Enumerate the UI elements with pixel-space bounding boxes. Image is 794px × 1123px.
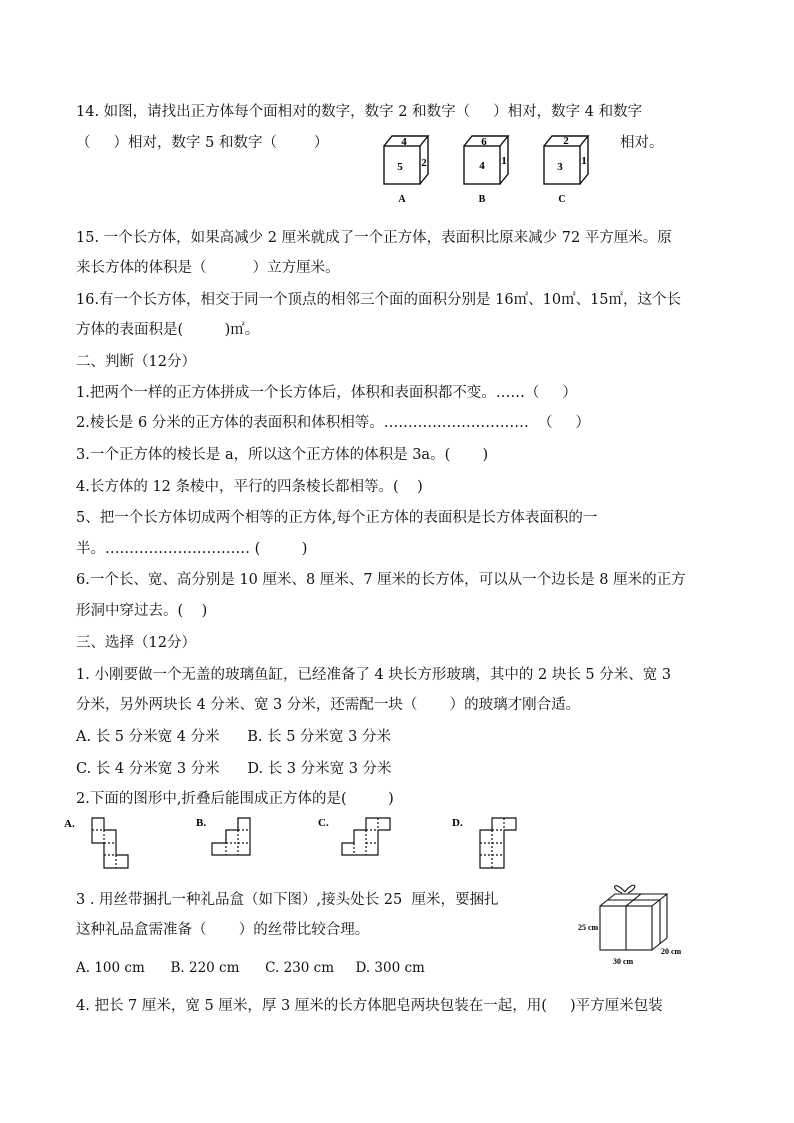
section-2-title: 二、判断（12分） xyxy=(76,354,196,370)
gift-box-depth: 20 cm xyxy=(661,947,682,956)
judge-item-6-line-2: 形洞中穿过去。( ) xyxy=(76,603,208,619)
judge-item-2: 2.棱长是 6 分米的正方体的表面积和体积相等。………………………… （ ） xyxy=(76,415,591,431)
choice-q1-line-1: 1. 小刚要做一个无盖的玻璃鱼缸，已经准备了 4 块长方形玻璃，其中的 2 块长 5 分米、宽 3 xyxy=(76,667,672,683)
choice-q4-text: 4. 把长 7 厘米，宽 5 厘米，厚 3 厘米的长方体肥皂两块包装在一起，用( )平方厘米包装 xyxy=(76,998,663,1014)
cube-a-front: 5 xyxy=(397,161,403,173)
net-a-label: A. xyxy=(64,818,75,830)
gift-box-figure xyxy=(575,878,695,970)
cube-a-label: A xyxy=(398,194,406,205)
q15-line-1: 15. 一个长方体，如果高减少 2 厘米就成了一个正方体，表面积比原来减少 72 平方厘米。原 xyxy=(76,230,672,246)
choice-q3-options: A. 100 cm B. 220 cm C. 230 cm D. 300 cm xyxy=(76,960,425,976)
judge-item-1: 1.把两个一样的正方体拼成一个长方体后，体积和表面积都不变。……（ ） xyxy=(76,385,577,401)
choice-q1-options-ab: A. 长 5 分米宽 4 分米 B. 长 5 分米宽 3 分米 xyxy=(76,729,391,745)
judge-item-6-line-1: 6.一个长、宽、高分别是 10 厘米、8 厘米、7 厘米的长方体，可以从一个边长是 8 厘米的正方 xyxy=(76,572,686,588)
gift-box-width: 30 cm xyxy=(613,957,634,966)
q14-cubes-figure xyxy=(380,128,620,208)
choice-q1-line-2: 分米，另外两块长 4 分米、宽 3 分米，还需配一块（ ）的玻璃才刚合适。 xyxy=(76,697,581,713)
q15-line-2: 来长方体的体积是（ ）立方厘米。 xyxy=(76,260,340,276)
gift-box xyxy=(600,885,667,950)
cube-b-label: B xyxy=(478,194,486,205)
q14-tail: 相对。 xyxy=(620,135,664,151)
choice-q2-text: 2.下面的图形中,折叠后能围成正方体的是( ) xyxy=(76,791,394,807)
q14-line-1: 14. 如图，请找出正方体每个面相对的数字，数字 2 和数字（ ）相对，数字 4 和数字 xyxy=(76,104,643,120)
net-d xyxy=(480,818,516,868)
net-b-label: B. xyxy=(196,817,207,829)
judge-item-4: 4.长方体的 12 条棱中，平行的四条棱长都相等。( ) xyxy=(76,479,423,495)
judge-item-5-line-1: 5、把一个长方体切成两个相等的正方体,每个正方体的表面积是长方体表面积的一 xyxy=(76,510,598,526)
gift-box-height: 25 cm xyxy=(578,923,599,932)
net-c xyxy=(342,818,390,855)
q16-line-2: 方体的表面积是( )㎡。 xyxy=(76,322,260,338)
cube-c-side: 1 xyxy=(581,155,587,167)
q16-line-1: 16.有一个长方体，相交于同一个顶点的相邻三个面的面积分别是 16㎡、10㎡、15㎡，这个长 xyxy=(76,292,682,308)
choice-q1-options-cd: C. 长 4 分米宽 3 分米 D. 长 3 分米宽 3 分米 xyxy=(76,761,392,777)
net-b xyxy=(212,818,250,855)
cube-a-top: 4 xyxy=(401,136,407,148)
cube-a-side: 2 xyxy=(421,157,427,169)
cube-b-front: 4 xyxy=(479,160,485,172)
net-a xyxy=(92,818,128,868)
choice-q3-line-2: 这种礼品盒需准备（ ）的丝带比较合理。 xyxy=(76,922,370,938)
cube-b-side: 1 xyxy=(501,155,507,167)
cube-c-front: 3 xyxy=(557,161,563,173)
judge-item-5-line-2: 半。………………………… ( ) xyxy=(76,541,308,557)
cube-c-label: C xyxy=(558,194,566,205)
q2-nets-figure xyxy=(60,812,530,874)
q14-line-2: （ ）相对，数字 5 和数字（ ） xyxy=(76,135,329,151)
net-c-label: C. xyxy=(318,817,329,829)
choice-q3-line-1: 3 . 用丝带捆扎一种礼品盒（如下图）,接头处长 25 厘米，要捆扎 xyxy=(76,892,499,908)
judge-item-3: 3.一个正方体的棱长是 a，所以这个正方体的体积是 3a。( ) xyxy=(76,447,489,463)
net-d-label: D. xyxy=(452,817,463,829)
section-3-title: 三、选择（12分） xyxy=(76,635,196,651)
cube-b-top: 6 xyxy=(481,136,487,148)
cube-c-top: 2 xyxy=(563,135,569,147)
